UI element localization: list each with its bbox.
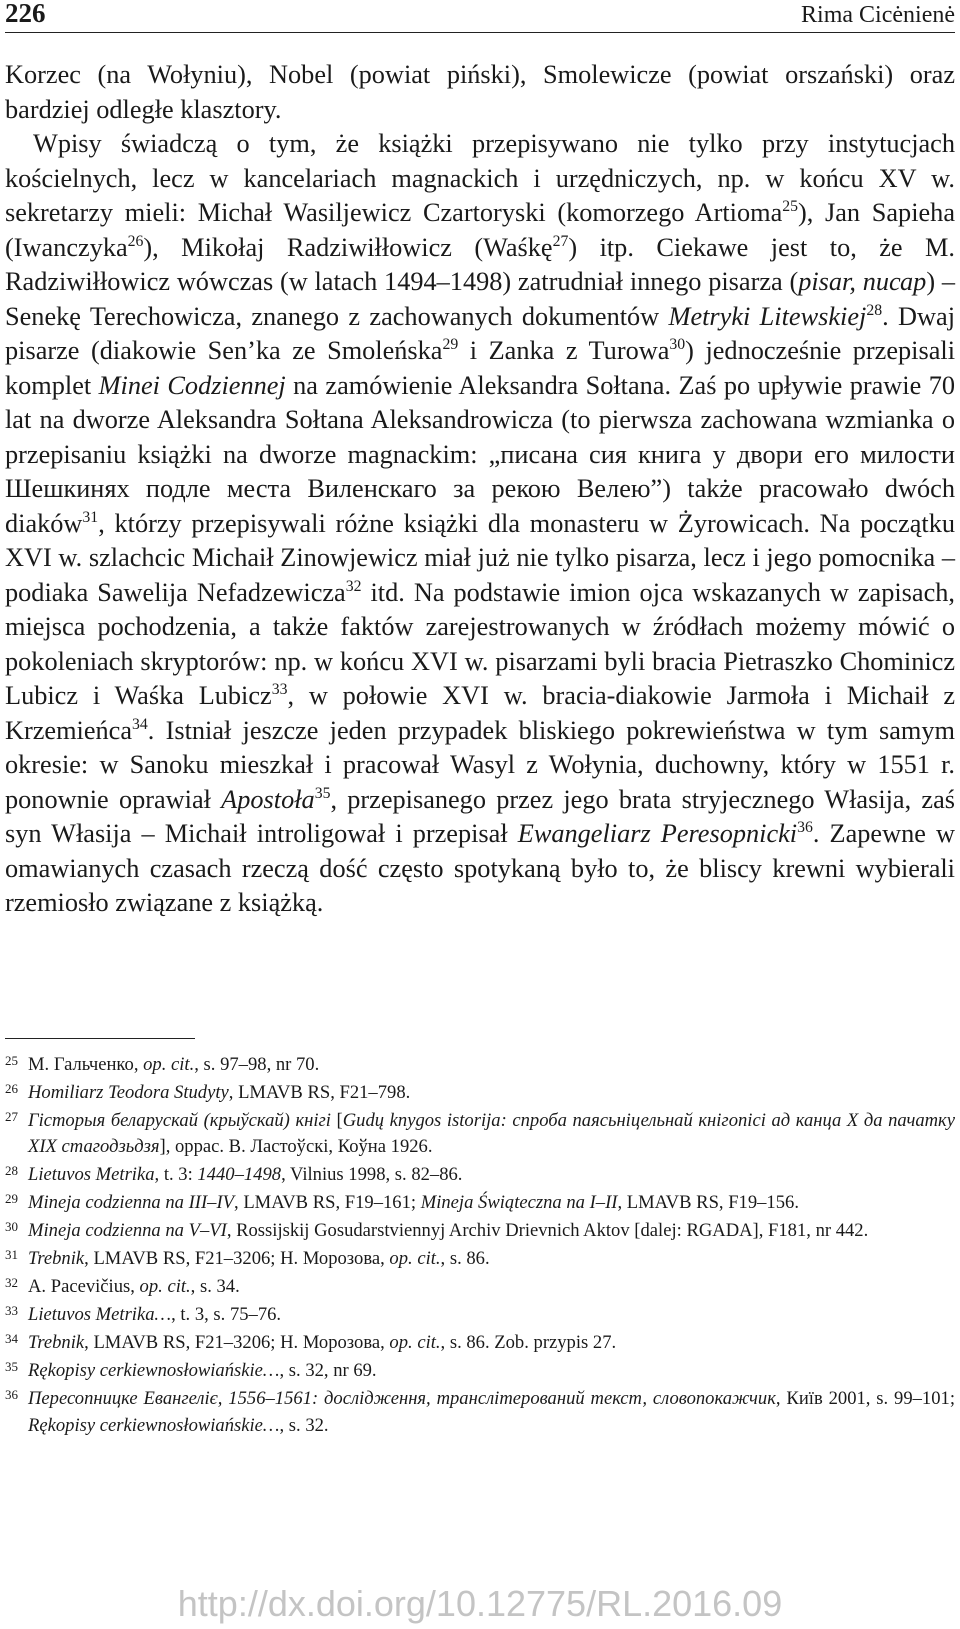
footnote-number: 25 — [5, 1053, 18, 1068]
text-run: , LMAVB RS, F19–156. — [617, 1192, 799, 1214]
italic-text: Trebnik — [28, 1248, 85, 1270]
footnote-reference: 32 — [345, 577, 362, 595]
italic-text: op. cit. — [389, 1248, 441, 1270]
main-text — [5, 58, 955, 921]
italic-text: Rękopisy cerkiewnosłowiańskie… — [28, 1414, 280, 1436]
footnote — [5, 1080, 955, 1106]
text-run: , s. 86. — [440, 1248, 490, 1270]
italic-text: Пересопницке Евангеліє, 1556–1561: дослідження, транслітерований текст, словопокажчик — [28, 1388, 776, 1410]
footnote — [5, 1330, 955, 1356]
italic-text: Mineja codzienna na III–IV — [28, 1192, 235, 1214]
footnote-reference: 36 — [797, 819, 813, 837]
italic-text: Гісторыя беларускай (крыўскай) кнігі — [28, 1110, 331, 1131]
footnote — [5, 1218, 955, 1244]
text-run: , t. 3, s. 75–76. — [171, 1304, 282, 1326]
page-number: 226 — [5, 0, 46, 28]
text-run: . Zapewne w omawianych czasach rzeczą dość często spotykaną było to, że bliscy krewni wybierali rzemiosło związane z książką. — [5, 819, 955, 917]
text-run: , którzy przepisywali różne książki dla monasteru w Żyrowicach. Na początku XVI w. szlachcic Michaił Zinowjewicz miał już nie tylko pisarza, lecz i jego pomocnika – podiaka Sawelija Nefadzewicza — [5, 508, 955, 607]
text-run: , LMAVB RS, F21–798. — [228, 1082, 411, 1103]
footnote-reference: 29 — [442, 336, 459, 354]
footnote — [5, 1274, 955, 1300]
footnote — [5, 1162, 955, 1188]
italic-text: pisar, писар — [798, 267, 927, 296]
paragraph — [5, 127, 955, 921]
running-header — [5, 0, 955, 33]
text-run: , s. 32, nr 69. — [279, 1360, 377, 1382]
italic-text: Apostoła — [221, 784, 315, 814]
footnote-reference: 33 — [271, 681, 288, 699]
footnote-reference: 35 — [314, 784, 331, 802]
footnote-number: 33 — [5, 1303, 18, 1319]
footnote — [5, 1190, 955, 1216]
text-run: Wpisy świadczą o tym, że książki przepisywano nie tylko przy instytucjach kościelnych, lecz w kancelariach magnackich i urzędniczych, np. w końcu XV w. sekretarzy mieli: Michał Wasiljewicz Czartoryski (komorzego Artioma — [5, 129, 955, 227]
footnote — [5, 1358, 955, 1384]
text-run: ) – Senekę Terechowicza, znanego z zachowanych dokumentów — [5, 267, 955, 331]
footnote-reference: 28 — [866, 301, 883, 319]
footnote-reference: 26 — [127, 232, 144, 250]
footnote-reference: 30 — [669, 336, 686, 354]
text-run: , s. 32. — [279, 1414, 329, 1436]
footnote-reference: 27 — [552, 232, 569, 250]
text-run: , s. 97–98, nr 70. — [194, 1054, 320, 1075]
text-run: , LMAVB RS, F21–3206; Н. Морозова, — [84, 1332, 390, 1354]
italic-text: Minei Codziennej — [98, 370, 286, 400]
footnote-number: 30 — [5, 1219, 18, 1235]
text-run: , s. 34. — [190, 1276, 240, 1298]
footnote-reference: 34 — [132, 715, 148, 733]
footnote — [5, 1302, 955, 1328]
italic-text: op. cit. — [143, 1054, 195, 1075]
italic-text: Homiliarz Teodora Studyty — [28, 1082, 229, 1103]
italic-text: Mineja codzienna na V–VI — [28, 1220, 227, 1242]
footnote-reference: 31 — [82, 508, 99, 526]
text-run: ), Jan Sapieha (Iwanczyka — [5, 198, 955, 262]
text-run: , s. 86. Zob. przypis 27. — [440, 1332, 617, 1354]
italic-text: Rękopisy cerkiewnosłowiańskie… — [28, 1360, 280, 1382]
footnote-number: 34 — [5, 1331, 18, 1347]
italic-text: Lietuvos Metrika… — [28, 1304, 172, 1326]
italic-text: Metryki Litewskiej — [668, 301, 867, 331]
footnote-number: 32 — [5, 1275, 18, 1291]
text-run: , LMAVB RS, F21–3206; Н. Морозова, — [84, 1248, 390, 1270]
footnote-number: 29 — [5, 1191, 18, 1207]
italic-text: Gudų knygos istorija: спроба паясьніцельнай кнігопісі ад канца X да пачатку XIX стагодзьдзя — [28, 1110, 956, 1158]
text-run: [ — [330, 1110, 343, 1131]
text-run: A. Pacevičius, — [28, 1276, 140, 1298]
paragraph — [5, 58, 955, 127]
text-run: na zamówienie Aleksandra Sołtana. Zaś po upływie prawie 70 lat na dworze Aleksandra Sołtana Aleksandrowicza (to pierwsza zachowana wzmianka o przepisaniu książki na dworze magnackim: „писана сия книга у двори его милости Шешкинях подле места Виленскаго за рекою Велею”) także pracowało dwóch diaków — [5, 370, 955, 538]
text-run: . Dwaj pisarze (diakowie Sen’ka ze Smoleńska — [5, 301, 955, 365]
italic-text: Ewangeliarz Peresopnicki — [517, 819, 798, 848]
running-head-author: Rima Cicėnienė — [801, 2, 955, 28]
text-run: ), Mikołaj Radziwiłłowicz (Waśkę — [143, 232, 553, 262]
text-run: , LMAVB RS, F19–161; — [234, 1192, 421, 1214]
footnote — [5, 1108, 955, 1161]
text-run: , w połowie XVI w. bracia-diakowie Jarmoła i Michaił z Krzemieńca — [5, 681, 955, 745]
footnote-reference: 25 — [782, 198, 799, 216]
italic-text: op. cit. — [389, 1332, 441, 1354]
text-run: , Rossijskij Gosudarstviennyj Archiv Drievnich Aktov [dalej: RGADA], F181, nr 442. — [226, 1220, 869, 1242]
italic-text: Lietuvos Metrika — [28, 1164, 155, 1186]
footnote-separator — [5, 1038, 195, 1039]
footnote-number: 27 — [5, 1109, 18, 1124]
doi-watermark: http://dx.doi.org/10.12775/RL.2016.09 — [177, 1583, 783, 1624]
text-run: i Zanka z Turowa — [458, 336, 670, 365]
text-run: , przepisanego przez jego brata stryjecznego Własija, zaś syn Własija – Michaił introligował i przepisał — [5, 784, 955, 848]
text-run: , t. 3: — [154, 1164, 198, 1186]
footnote-number: 26 — [5, 1081, 18, 1096]
footnote — [5, 1246, 955, 1272]
text-run: itd. Na podstawie imion ojca wskazanych w zapisach, miejsca pochodzenia, a także faktów zarejestrowanych w źródłach możemy mówić o pokoleniach skryptorów: np. w końcu XVI w. pisarzami byli bracia Pietraszko Chominicz Lubicz i Waśka Lubicz — [5, 577, 955, 710]
text-run: М. Гальченко, — [28, 1054, 144, 1075]
italic-text: Mineja Świąteczna na I–II — [420, 1192, 618, 1214]
text-run: . Istniał jeszcze jeden przypadek bliskiego pokrewieństwa w tym samym okresie: w Sanoku mieszkał i pracował Wasyl z Wołynia, duchowny, który w 1551 r. ponownie oprawiał — [5, 715, 955, 814]
footnote-number: 31 — [5, 1247, 18, 1263]
text-run: , Vilnius 1998, s. 82–86. — [281, 1164, 463, 1186]
text-run: ) itp. Ciekawe jest to, że M. Radziwiłłowicz wówczas (w latach 1494–1498) zatrudniał innego pisarza ( — [5, 232, 955, 296]
footnote — [5, 1052, 955, 1078]
text-run: ], opрac. В. Ластоўскі, Коўна 1926. — [159, 1136, 433, 1158]
italic-text: op. cit. — [139, 1276, 191, 1298]
footnote-number: 28 — [5, 1163, 18, 1179]
italic-text: 1440–1498 — [197, 1164, 282, 1186]
footnote — [5, 1386, 955, 1439]
footnote-number: 36 — [5, 1387, 18, 1403]
footnotes — [5, 1052, 955, 1441]
footnote-number: 35 — [5, 1359, 18, 1375]
text-run: ) jednocześnie przepisali komplet — [5, 336, 955, 400]
italic-text: Trebnik — [28, 1332, 85, 1354]
text-run: Korzec (na Wołyniu), Nobel (powiat piński), Smolewicze (powiat orszański) oraz bardziej odległe klasztory. — [5, 60, 955, 124]
text-run: , Київ 2001, s. 99–101; — [775, 1388, 955, 1410]
